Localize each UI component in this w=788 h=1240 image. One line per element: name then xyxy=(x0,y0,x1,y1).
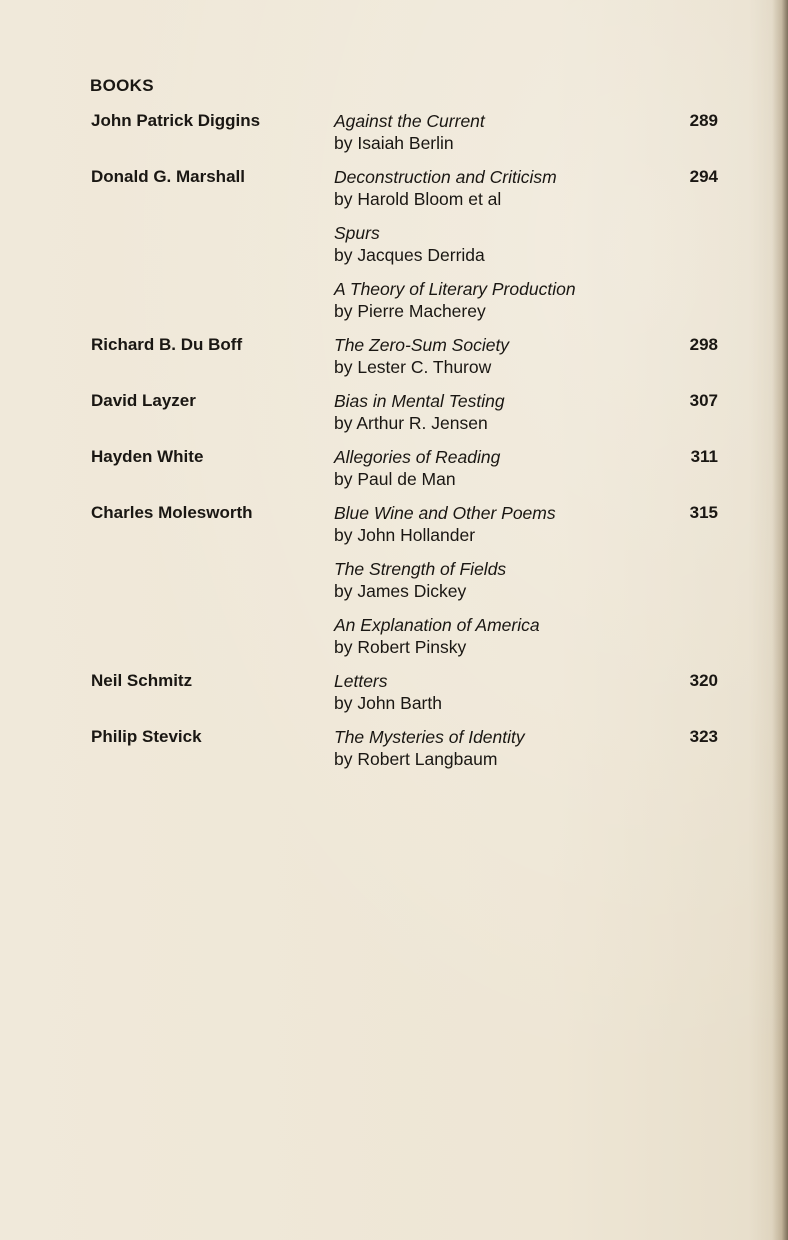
work-author: by Lester C. Thurow xyxy=(334,357,492,377)
page-number: 298 xyxy=(689,335,718,354)
page-number: 311 xyxy=(690,447,718,466)
work-author: by Pierre Macherey xyxy=(334,301,486,321)
page-number: 294 xyxy=(689,167,718,186)
page-number: 320 xyxy=(689,671,718,690)
reviewed-works xyxy=(334,166,664,334)
review-entry xyxy=(0,502,788,670)
work-author: by Harold Bloom et al xyxy=(334,189,502,209)
work-author: by Arthur R. Jensen xyxy=(334,413,488,433)
work-title: A Theory of Literary Production xyxy=(334,279,576,299)
work-author: by Paul de Man xyxy=(334,469,456,489)
review-entry xyxy=(0,166,788,334)
page-number: 315 xyxy=(689,503,718,522)
reviewed-work xyxy=(334,558,664,614)
reviewed-works xyxy=(334,670,664,726)
reviewed-work xyxy=(334,446,664,502)
work-title: Deconstruction and Criticism xyxy=(334,167,557,187)
review-entry xyxy=(0,446,788,502)
reviewer-name: Donald G. Marshall xyxy=(91,167,245,186)
review-entry xyxy=(0,334,788,390)
work-title: The Mysteries of Identity xyxy=(334,727,525,747)
page-number: 289 xyxy=(689,111,718,130)
work-title: Letters xyxy=(334,671,388,691)
reviewer-name: Charles Molesworth xyxy=(91,503,253,522)
work-author: by Robert Langbaum xyxy=(334,749,498,769)
reviewed-work xyxy=(334,166,664,222)
review-entry xyxy=(0,670,788,726)
reviewer-name: Richard B. Du Boff xyxy=(91,335,243,354)
work-title: Spurs xyxy=(334,223,380,243)
reviewer-name: Hayden White xyxy=(91,447,204,466)
reviewed-works xyxy=(334,390,664,446)
review-entry xyxy=(0,110,788,166)
work-author: by John Hollander xyxy=(334,525,476,545)
reviewed-work xyxy=(334,278,664,334)
reviewed-work xyxy=(334,726,664,782)
reviewed-work xyxy=(334,222,664,278)
reviewed-works xyxy=(334,334,664,390)
review-entry xyxy=(0,726,788,782)
reviewed-work xyxy=(334,334,664,390)
reviewed-work xyxy=(334,614,664,670)
review-list xyxy=(0,110,788,782)
reviewed-works xyxy=(334,502,664,670)
work-title: Allegories of Reading xyxy=(334,447,501,467)
reviewer-name: John Patrick Diggins xyxy=(91,111,261,130)
work-author: by Isaiah Berlin xyxy=(334,133,454,153)
reviewed-work xyxy=(334,110,664,166)
reviewer-name: Neil Schmitz xyxy=(91,671,193,690)
reviewed-work xyxy=(334,670,664,726)
reviewed-work xyxy=(334,502,664,558)
page-number: 307 xyxy=(689,391,718,410)
work-title: Against the Current xyxy=(334,111,485,131)
reviewed-works xyxy=(334,726,664,782)
section-title: BOOKS xyxy=(90,76,154,95)
work-title: Bias in Mental Testing xyxy=(334,391,505,411)
work-author: by Robert Pinsky xyxy=(334,637,467,657)
work-author: by James Dickey xyxy=(334,581,467,601)
reviewed-work xyxy=(334,390,664,446)
work-author: by John Barth xyxy=(334,693,442,713)
page-number: 323 xyxy=(689,727,718,746)
reviewed-works xyxy=(334,446,664,502)
work-author: by Jacques Derrida xyxy=(334,245,485,265)
work-title: The Zero-Sum Society xyxy=(334,335,510,355)
reviewer-name: Philip Stevick xyxy=(91,727,202,746)
work-title: An Explanation of America xyxy=(334,615,540,635)
review-entry xyxy=(0,390,788,446)
work-title: The Strength of Fields xyxy=(334,559,507,579)
work-title: Blue Wine and Other Poems xyxy=(334,503,556,523)
reviewer-name: David Layzer xyxy=(91,391,196,410)
reviewed-works xyxy=(334,110,664,166)
